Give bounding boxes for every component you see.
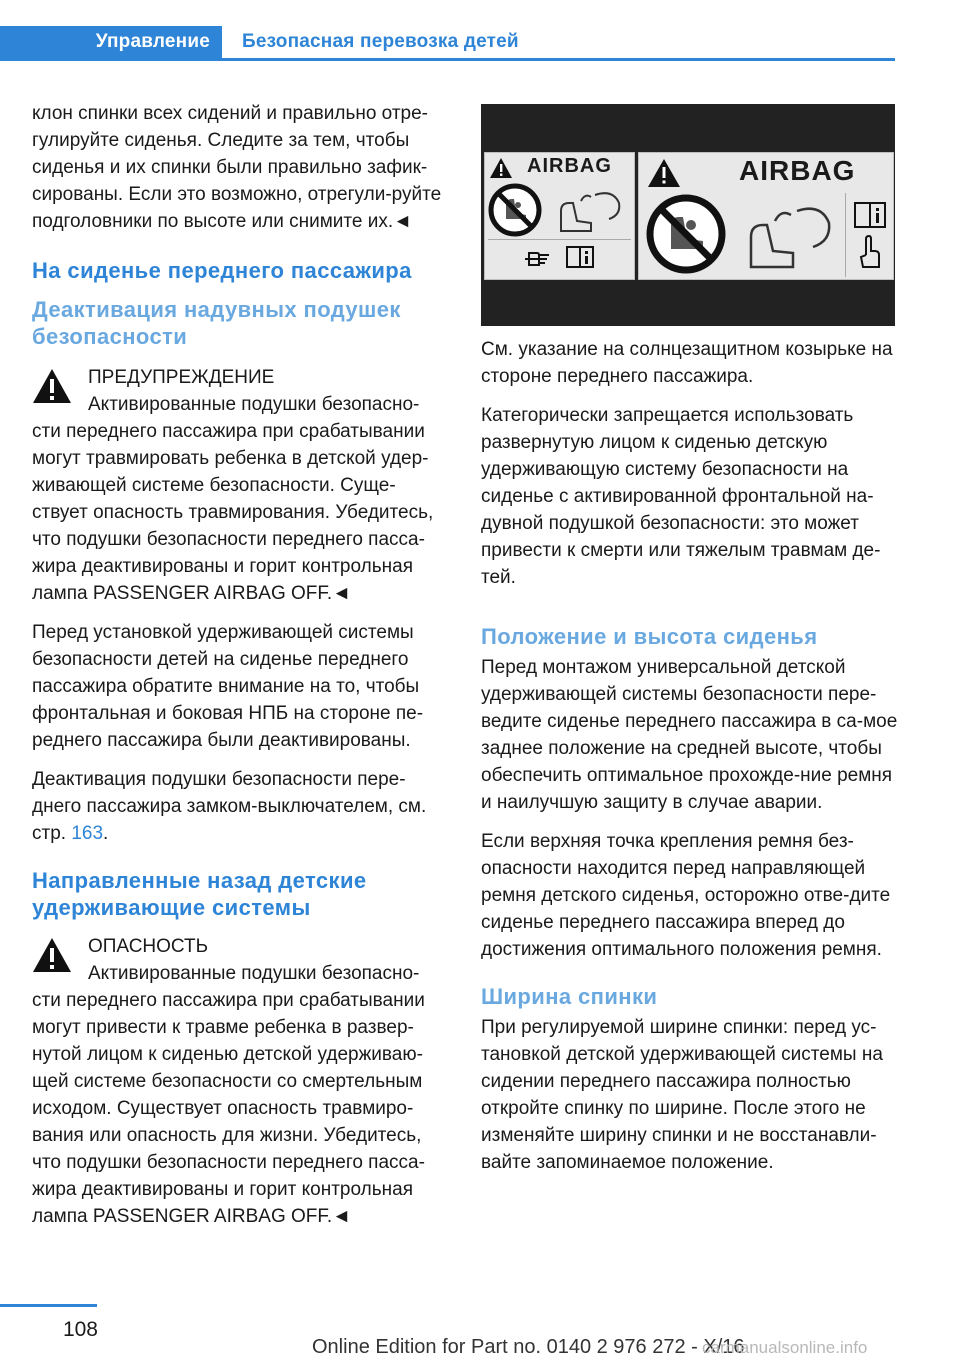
pointing-hand-icon: [523, 247, 551, 269]
airbag-label-figure: [481, 104, 895, 326]
heading-seat-position: Положение и высота сиденья: [481, 624, 818, 649]
label-divider: [488, 239, 631, 240]
airbag-label-large-text: AIRBAG: [739, 155, 856, 186]
airbag-label-large: [638, 152, 894, 280]
heading-front-seat: На сиденье переднего пассажира: [32, 258, 412, 283]
heading-deactivation: Деактивация надувных подушек безопасности: [32, 297, 401, 349]
danger-block: [32, 933, 448, 1230]
no-rear-facing-seat-icon: [645, 193, 727, 275]
heading-rear-facing: Направленные назад детские удерживающие системы: [32, 868, 367, 920]
para-forbidden: Категорически запрещается использовать развернутую лицом к сиденью детскую удерживающую систему безопасности на сиденье с активированной фронтальной на-дувной подушкой безопасности: это может привести к смерти или тяжелым травмам де-тей.: [481, 405, 881, 588]
para-seat-position: Перед монтажом универсальной детской удерживающей системы безопасности пере-ведите сиденье переднего пассажира в са-мое заднее положение на средней высоте, чтобы обеспечить оптимальное прохожде-ние ремня и наилучшую защиту в случае аварии.: [481, 657, 898, 813]
para-switch-suffix: .: [103, 823, 109, 844]
airbag-deploy-icon: [737, 197, 837, 273]
danger-lead: Активированные подушки безопасно-: [88, 963, 420, 984]
header-rule: [0, 58, 895, 61]
danger-body: сти переднего пассажира при срабатывании могут привести к травме ребенка в развер-нутой лицом к сиденью детской удерживаю-щей системе безопасности со смертельным исходом. Существует опасность травмиро-вания или опасность для жизни. Убедитесь, что подушки безопасности переднего пасса-жира деактивированы и горит контрольная лампа PASSENGER AIRBAG OFF.◄: [32, 990, 425, 1227]
page-header: [0, 26, 519, 58]
para-switch: [32, 766, 448, 847]
airbag-label-small-text: AIRBAG: [527, 155, 612, 177]
intro-paragraph: клон спинки всех сидений и правильно отре-гулируйте сиденья. Следите за тем, чтобы сиденья и их спинки были правильно зафик-сированы. Если это возможно, отрегули-руйте подголовники по высоте или снимите их.◄: [32, 103, 442, 232]
warning-lead: Активированные подушки безопасно-: [88, 394, 420, 415]
danger-triangle-icon: [32, 937, 72, 973]
page-link-163[interactable]: 163: [71, 823, 104, 844]
warning-title: ПРЕДУПРЕЖДЕНИЕ: [88, 367, 275, 388]
footer-rule: [0, 1304, 97, 1307]
page-number: 108: [62, 1318, 98, 1341]
warning-triangle-icon: [32, 368, 72, 404]
header-section-tab: Управление: [0, 26, 222, 58]
para-before-install: Перед установкой удерживающей системы безопасности детей на сиденье переднего пассажира обратите внимание на то, чтобы фронтальная и боковая НПБ на стороне пе-реднего пассажира были деактивированы.: [32, 622, 424, 751]
manual-book-icon: [565, 245, 595, 269]
no-rear-facing-seat-icon: [488, 183, 542, 237]
para-switch-text: Деактивация подушки безопасности пере-днего пассажира замком-выключателем, см. стр.: [32, 769, 427, 844]
para-backrest-width: При регулируемой ширине спинки: перед ус-тановкой детской удерживающей системы на сидении переднего пассажира полностью откройте спинку по ширине. После этого не изменяйте ширину спинки и не восстанавли-вайте запоминаемое положение.: [481, 1017, 883, 1173]
para-sunvisor: См. указание на солнцезащитном козырьке на стороне переднего пассажира.: [481, 339, 893, 387]
warning-triangle-icon: [489, 157, 513, 179]
para-upper-point: Если верхняя точка крепления ремня без-опасности находится перед направляющей ремня детского сиденья, осторожно отве-дите сиденье переднего пассажира вперед до достижения оптимального положения ремня.: [481, 831, 891, 960]
manual-book-icon: [853, 201, 887, 229]
header-subsection-tab: Безопасная перевозка детей: [242, 31, 519, 52]
footer-watermark: carmanualsonline.info: [702, 1338, 868, 1357]
pointing-hand-icon: [857, 235, 883, 271]
footer-edition: Online Edition for Part no. 0140 2 976 272 - X/16: [312, 1336, 745, 1358]
danger-title: ОПАСНОСТЬ: [88, 936, 209, 957]
warning-triangle-icon: [647, 158, 681, 188]
left-column: [32, 100, 448, 1242]
warning-body: сти переднего пассажира при срабатывании могут травмировать ребенка в детской удер-живающей системе безопасности. Суще-ствует опасность травмирования. Убедитесь, что подушки безопасности переднего пасса-жира деактивированы и горит контрольная лампа PASSENGER AIRBAG OFF.◄: [32, 421, 434, 604]
airbag-deploy-icon: [551, 185, 629, 235]
label-divider: [845, 193, 846, 277]
airbag-label-small: [484, 152, 635, 280]
right-column: [481, 336, 899, 1188]
heading-backrest-width: Ширина спинки: [481, 984, 658, 1009]
warning-block: [32, 364, 448, 607]
